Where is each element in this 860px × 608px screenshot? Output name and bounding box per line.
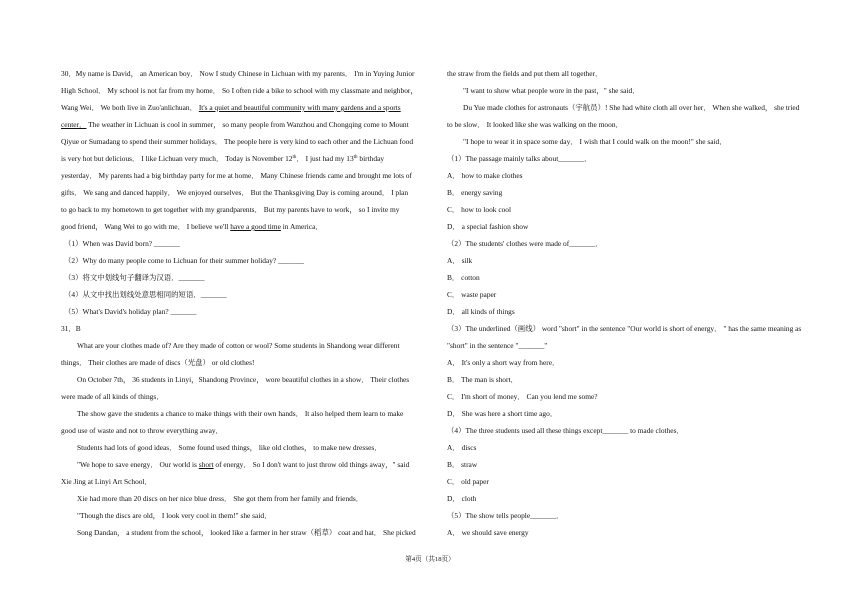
- question-31-4: （4）The three students used all these things except_______ to made clothes．: [447, 426, 684, 435]
- underlined-phrase: have a good time: [230, 222, 281, 231]
- passage-31-line: Du Yue made clothes for astronauts（宇航员）! She had white cloth all over her． When she walked， she tried: [463, 103, 800, 112]
- option-b: B． The man is short．: [447, 375, 518, 384]
- passage-31-line: "We hope to save energy． Our world is short of energy． So I don't want to just throw old things away，" said: [77, 460, 410, 469]
- passage-30-line: is very hot but delicious． I like Lichuan very much． Today is November 12th． I just had my 13th birthday: [61, 154, 385, 163]
- underlined-sentence: It's a quiet and beautiful community with many gardens and a sports: [198, 103, 401, 112]
- passage-31-line: What are your clothes made of? Are they made of cotton or wool? Some students in Shandong wear different: [77, 341, 400, 350]
- passage-30-line: to go back to my hometown to get together with my grandparents． But my parents have to work， so I invite my: [61, 205, 400, 214]
- question-31-5: （5）The show tells people_______．: [447, 511, 564, 520]
- option-c: C． old paper: [447, 477, 489, 486]
- question-30-2: （2）Why do many people come to Lichuan for their summer holiday? _______: [64, 256, 304, 265]
- underlined-sentence: center．: [61, 120, 87, 129]
- option-d: D． cloth: [447, 494, 477, 503]
- option-a: A． we should save energy: [447, 528, 529, 537]
- option-c: C． how to look cool: [447, 205, 512, 214]
- question-31-3: （3）The underlined（画线） word "short" in the sentence "Our world is short of energy． " has the same meaning as: [447, 324, 802, 333]
- option-d: D． She was here a short time ago．: [447, 409, 558, 418]
- passage-31-line: "I want to show what people wore in the past，" she said．: [463, 86, 640, 95]
- passage-31-line: were made of all kinds of things．: [61, 392, 164, 401]
- option-a: A． silk: [447, 256, 473, 265]
- passage-30-line: 30．My name is David， an American boy． Now I study Chinese in Lichuan with my parents． I'm in Yuying Junior: [61, 69, 415, 78]
- passage-31-line: Xie had more than 20 discs on her nice blue dress． She got them from her family and friends．: [77, 494, 364, 503]
- question-31-1: （1）The passage mainly talks about_______．: [447, 154, 592, 163]
- passage-31-line: Students had lots of good ideas． Some found used things， like old clothes， to make new dresses．: [77, 443, 382, 452]
- passage-31-heading: 31．B: [61, 324, 81, 333]
- option-c: C． I'm short of money． Can you lend me some?: [447, 392, 598, 401]
- question-30-1: （1）When was David born? _______: [64, 239, 180, 248]
- option-b: B． cotton: [447, 273, 480, 282]
- passage-31-line: the straw from the fields and put them all together．: [447, 69, 603, 78]
- passage-30-line: good friend， Wang Wei to go with me． I believe we'll have a good time in America．: [61, 222, 323, 231]
- passage-30-line: Qiyue or Sumadang to spend their summer holidays． The people here is very kind to each other and the Lichuan food: [61, 137, 414, 146]
- passage-31-line: good use of waste and not to throw everything away．: [61, 426, 223, 435]
- passage-31-line: On October 7th， 36 students in Linyi，Shandong Province， wore beautiful clothes in a show． Their clothes: [77, 375, 410, 384]
- question-31-2: （2）The students' clothes were made of_______．: [447, 239, 603, 248]
- passage-30-line: High School． My school is not far from my home． So I often ride a bike to school with my classmate and neighbor，: [61, 86, 418, 95]
- option-a: A． how to make clothes: [447, 171, 523, 180]
- option-a: A． discs: [447, 443, 477, 452]
- passage-31-line: to be slow． It looked like she was walking on the moon．: [447, 120, 623, 129]
- passage-31-line: "Though the discs are old， I look very cool in them!" she said．: [77, 511, 272, 520]
- option-b: B． straw: [447, 460, 478, 469]
- question-30-3: （3）将文中划线句子翻译为汉语．_______: [64, 273, 205, 282]
- passage-31-line: things． Their clothes are made of discs（光盘） or old clothes!: [61, 358, 255, 367]
- page-footer: 第4页（共18页）: [405, 556, 455, 563]
- question-30-5: （5）What's David's holiday plan? _______: [64, 307, 197, 316]
- option-d: D． all kinds of things: [447, 307, 515, 316]
- passage-30-line: yesterday． My parents had a big birthday party for me at home． Many Chinese friends came and brought me lots of: [61, 171, 412, 180]
- passage-31-line: The show gave the students a chance to make things with their own hands． It also helped them learn to make: [77, 409, 404, 418]
- passage-30-line: Wang Wei． We both live in Zuo'anlichuan． It's a quiet and beautiful community with many gardens and a sports: [61, 103, 401, 112]
- passage-30-line: gifts． We sang and danced happily． We enjoyed ourselves． But the Thanksgiving Day is coming around． I plan: [61, 188, 409, 197]
- option-c: C． waste paper: [447, 290, 497, 299]
- passage-31-line: Song Dandan， a student from the school， looked like a farmer in her straw（稻草） coat and hat． She picked: [77, 528, 416, 537]
- passage-31-line: Xie Jing at Linyi Art School．: [61, 477, 152, 486]
- option-a: A． It's only a short way from here．: [447, 358, 560, 367]
- underlined-word: short: [198, 460, 214, 469]
- option-d: D． a special fashion show: [447, 222, 529, 231]
- passage-30-line: center． The weather in Lichuan is cool in summer， so many people from Wanzhou and Chongqing come to Mount: [61, 120, 409, 129]
- question-31-3-cont: "short" in the sentence "_______": [447, 341, 548, 350]
- option-b: B． energy saving: [447, 188, 503, 197]
- passage-31-line: "I hope to wear it in space some day． I wish that I could walk on the moon!" she said．: [463, 137, 727, 146]
- question-30-4: （4）从文中找出划线处意思相同的短语．_______: [64, 290, 227, 299]
